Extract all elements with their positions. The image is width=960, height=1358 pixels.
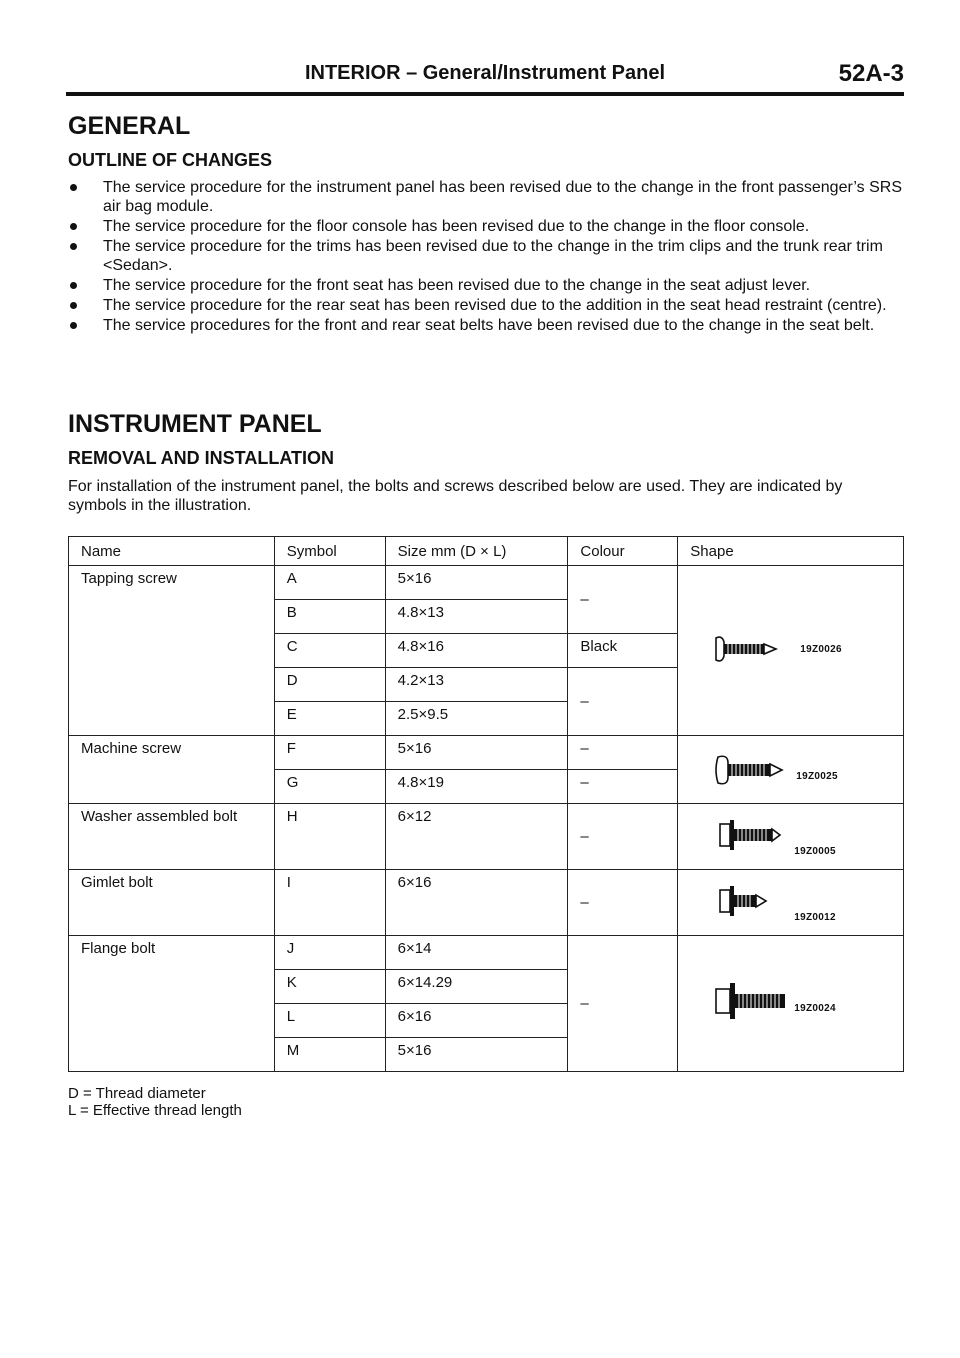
table-row — [69, 566, 904, 600]
machine-screw-icon — [714, 755, 790, 785]
table-row — [69, 804, 904, 870]
footnote-d: D = Thread diameter — [68, 1085, 206, 1102]
shape-code: 19Z0012 — [794, 912, 836, 923]
shape-code: 19Z0025 — [796, 770, 838, 782]
symbol-cell: B — [274, 600, 385, 634]
size-cell: 4.8×19 — [385, 770, 568, 804]
colour-cell: Black — [568, 634, 678, 668]
size-cell: 6×14.29 — [385, 970, 568, 1004]
bullet-icon — [70, 322, 77, 329]
gimlet-bolt-icon — [718, 884, 778, 918]
symbol-cell: M — [274, 1038, 385, 1072]
fastener-name: Machine screw — [69, 736, 275, 804]
size-cell: 4.8×16 — [385, 634, 568, 668]
footnote-l: L = Effective thread length — [68, 1102, 242, 1119]
symbol-cell: G — [274, 770, 385, 804]
bullet-icon — [70, 184, 77, 191]
flange-bolt-icon — [714, 981, 794, 1021]
symbol-cell: A — [274, 566, 385, 600]
symbol-cell: F — [274, 736, 385, 770]
symbol-cell: C — [274, 634, 385, 668]
column-header: Name — [69, 537, 275, 566]
size-cell: 4.8×13 — [385, 600, 568, 634]
shape-code: 19Z0005 — [794, 846, 836, 857]
colour-cell: – — [568, 736, 678, 770]
fastener-name: Flange bolt — [69, 936, 275, 1072]
size-cell: 5×16 — [385, 1038, 568, 1072]
bullet-icon — [70, 282, 77, 289]
size-cell: 2.5×9.5 — [385, 702, 568, 736]
symbol-cell: K — [274, 970, 385, 1004]
colour-cell: – — [568, 566, 678, 634]
size-cell: 6×16 — [385, 870, 568, 936]
instrument-panel-heading: INSTRUMENT PANEL — [68, 410, 322, 438]
colour-cell: – — [568, 870, 678, 936]
shape-cell — [678, 566, 904, 736]
size-cell: 4.2×13 — [385, 668, 568, 702]
symbol-cell: H — [274, 804, 385, 870]
table-row — [69, 736, 904, 770]
removal-heading: REMOVAL AND INSTALLATION — [68, 448, 334, 468]
fastener-name: Gimlet bolt — [69, 870, 275, 936]
list-item: The service procedure for the instrument panel has been revised due to the change in the front passenger’s SRS air bag module. — [68, 178, 904, 216]
bullet-icon — [70, 243, 77, 250]
column-header: Size mm (D × L) — [385, 537, 568, 566]
size-cell: 5×16 — [385, 566, 568, 600]
symbol-cell: I — [274, 870, 385, 936]
size-cell: 6×12 — [385, 804, 568, 870]
bullet-icon — [70, 302, 77, 309]
symbol-cell: E — [274, 702, 385, 736]
header-title: INTERIOR – General/Instrument Panel — [304, 62, 666, 84]
colour-cell: – — [568, 668, 678, 736]
list-item: The service procedure for the floor console has been revised due to the change in the floor console. — [68, 217, 904, 236]
colour-cell: – — [568, 770, 678, 804]
shape-cell — [678, 736, 904, 804]
general-heading: GENERAL — [68, 112, 191, 140]
page-header — [66, 62, 904, 92]
tapping-screw-icon — [714, 636, 784, 662]
table-row — [69, 870, 904, 936]
column-header: Colour — [568, 537, 678, 566]
colour-cell: – — [568, 804, 678, 870]
symbol-cell: D — [274, 668, 385, 702]
table-header-row — [69, 537, 904, 566]
intro-paragraph: For installation of the instrument panel, the bolts and screws described below are used. They are indicated by symbols in the illustration. — [68, 478, 843, 514]
fastener-name: Tapping screw — [69, 566, 275, 736]
shape-cell — [678, 804, 904, 870]
washer-bolt-icon — [718, 818, 788, 852]
list-item: The service procedure for the rear seat has been revised due to the addition in the seat head restraint (centre). — [68, 296, 904, 315]
fastener-table — [68, 536, 904, 1072]
symbol-cell: L — [274, 1004, 385, 1038]
footnotes — [68, 1085, 242, 1119]
shape-cell — [678, 936, 904, 1072]
list-item: The service procedures for the front and rear seat belts have been revised due to the change in the seat belt. — [68, 316, 904, 335]
header-rule — [66, 92, 904, 96]
column-header: Symbol — [274, 537, 385, 566]
size-cell: 6×14 — [385, 936, 568, 970]
column-header: Shape — [678, 537, 904, 566]
symbol-cell: J — [274, 936, 385, 970]
list-item: The service procedure for the front seat has been revised due to the change in the seat adjust lever. — [68, 276, 904, 295]
changes-list — [68, 178, 904, 336]
shape-code: 19Z0024 — [794, 1003, 836, 1014]
page-number: 52A-3 — [838, 60, 904, 87]
outline-heading: OUTLINE OF CHANGES — [68, 150, 273, 170]
bullet-icon — [70, 223, 77, 230]
table-row — [69, 936, 904, 970]
colour-cell: – — [568, 936, 678, 1072]
shape-cell — [678, 870, 904, 936]
size-cell: 6×16 — [385, 1004, 568, 1038]
size-cell: 5×16 — [385, 736, 568, 770]
shape-code: 19Z0026 — [800, 644, 842, 655]
fastener-name: Washer assembled bolt — [69, 804, 275, 870]
list-item: The service procedure for the trims has been revised due to the change in the trim clips and the trunk rear trim <Sedan>. — [68, 237, 904, 275]
